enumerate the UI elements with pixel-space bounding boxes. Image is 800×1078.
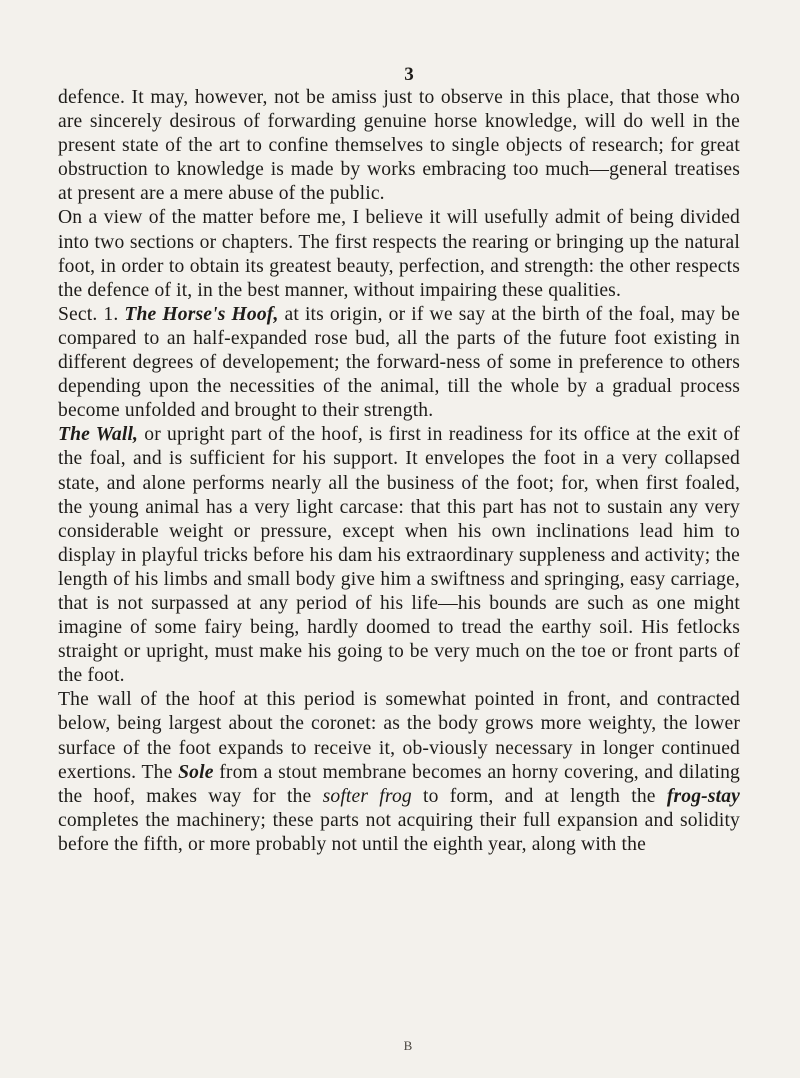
paragraph-5-text-b: from a stout membrane becomes an horny covering, and dilating the hoof, makes way for the — [58, 761, 740, 807]
term-frog-stay: frog-stay — [666, 785, 740, 807]
paragraph-3 — [58, 303, 740, 423]
term-horses-hoof: The Horse's Hoof, — [124, 303, 279, 325]
paragraph-2: On a view of the matter before me, I believe it will usefully admit of being divided into two sections or chapters. The first respects the rearing or bringing up the natural foot, in order to obtain its greatest beauty, perfection, and strength: the other respects the defence of it, in the best manner, without impairing these qualities. — [58, 207, 740, 301]
term-the-wall: The Wall, — [58, 424, 139, 446]
term-softer-frog: softer frog — [322, 785, 412, 807]
paragraph-5 — [58, 688, 740, 857]
paragraph-3-text: at its origin, or if we say at the birth of the foal, may be compared to an half-expanded rose bud, all the parts of the future foot existing in different degrees of developement; the forward-ness of some in preference to others depending upon the necessities of the animal, till the whole by a gradual process become unfolded and brought to their strength. — [58, 303, 740, 422]
paragraph-1: defence. It may, however, not be amiss just to observe in this place, that those who are sincerely desirous of forwarding genuine horse knowledge, will do well in the present state of the art to confine themselves to single objects of research; for great obstruction to knowledge is made by works embracing too much—general treatises at present are a mere abuse of the public. — [58, 87, 740, 205]
page-number: 3 — [404, 64, 414, 85]
paragraph-5-text-a: The wall of the hoof at this period is somewhat pointed in front, and contracted below, being largest about the coronet: as the body grows more weighty, the lower surface of the foot expands to receive it, ob-viously necessary in longer continued exertions. The — [58, 689, 740, 783]
paragraph-4-text: or upright part of the hoof, is first in readiness for its office at the exit of the foal, and is sufficient for his support. It envelopes the foot in a very collapsed state, and alone performs nearly all the business of the foot; for, when first foaled, the young animal has a very light carcase: that this part has not to sustain any very considerable weight or pressure, except when his own inclinations lead him to display in playful tricks before his dam his extraordinary suppleness and activity; the length of his limbs and small body give him a swiftness and springing, easy carriage, that is not surpassed at any period of his life—his bounds are such as one might imagine of some fairy being, hardly doomed to tread the earthy soil. His fetlocks straight or upright, must make his going to be very much on the toe or front parts of the foot. — [58, 424, 740, 687]
body-text — [58, 86, 740, 857]
term-sole: Sole — [178, 761, 214, 783]
paragraph-5-text-d: completes the machinery; these parts not acquiring their full expansion and solidity before the fifth, or more probably not until the eighth year, along with the — [58, 809, 740, 855]
paragraph-5-text-c: to form, and at length the — [423, 785, 656, 807]
section-heading: Sect. 1. — [58, 303, 119, 325]
paragraph-4 — [58, 423, 740, 688]
signature-mark: B — [403, 1038, 413, 1053]
